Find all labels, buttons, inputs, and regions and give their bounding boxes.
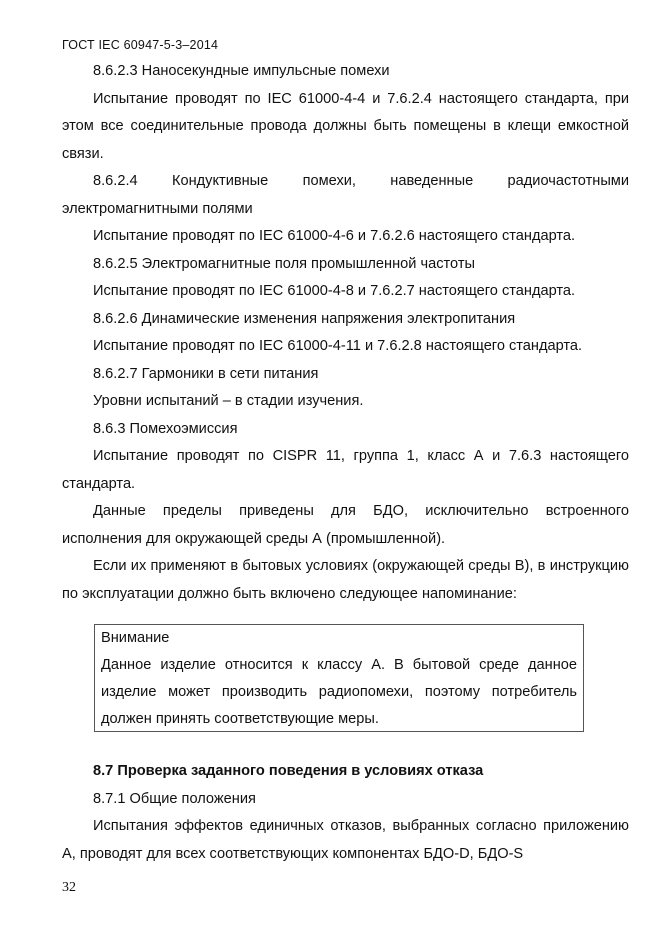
section-8-6-2-6-title: 8.6.2.6 Динамические изменения напряжения электропитания	[93, 310, 516, 327]
warning-notice-title: Внимание	[101, 630, 170, 646]
section-8-6-2-7-title: 8.6.2.7 Гармоники в сети питания	[93, 365, 319, 382]
section-8-7-1-text: Испытания эффектов единичных отказов, выбранных согласно приложению А, проводят для всех соответствующих компонентах БДО-D, БДО-S	[62, 818, 629, 862]
section-8-6-3-title: 8.6.3 Помехоэмиссия	[93, 420, 238, 437]
section-8-7-heading: 8.7 Проверка заданного поведения в условиях отказа	[93, 763, 484, 779]
warning-notice-text: Данное изделие относится к классу А. В бытовой среде данное изделие может производить радиопомехи, поэтому потребитель должен принять соответствующие меры.	[101, 657, 577, 727]
section-8-7	[62, 758, 629, 868]
section-8-6-2-4-text: Испытание проводят по IEC 61000-4-6 и 7.6.2.6 настоящего стандарта.	[93, 228, 576, 244]
section-8-6-2-3-title: 8.6.2.3 Наносекундные импульсные помехи	[93, 63, 390, 79]
warning-notice-box	[94, 624, 584, 732]
section-8-6-2-4-title: 8.6.2.4 Кондуктивные помехи, наведенные радиочастотными электромагнитными полями	[62, 173, 629, 217]
section-8-6-2-7-text: Уровни испытаний – в стадии изучения.	[93, 393, 364, 409]
section-8-6-2-6-text: Испытание проводят по IEC 61000-4-11 и 7.6.2.8 настоящего стандарта.	[93, 338, 583, 354]
section-8-7-1-title: 8.7.1 Общие положения	[93, 790, 256, 807]
section-8-6-2-5-title: 8.6.2.5 Электромагнитные поля промышленной частоты	[93, 255, 475, 272]
document-header-code: ГОСТ IEC 60947-5-3–2014	[62, 38, 219, 52]
document-body	[62, 58, 629, 608]
page-number: 32	[62, 880, 76, 895]
section-8-6-2-3-text: Испытание проводят по IEC 61000-4-4 и 7.6.2.4 настоящего стандарта, при этом все соединительные провода должны быть помещены в клещи емкостной связи.	[62, 90, 629, 162]
section-8-6-3-paragraph-2: Данные пределы приведены для БДО, исключительно встроенного исполнения для окружающей среды А (промышленной).	[62, 503, 629, 547]
section-8-6-3-paragraph-1: Испытание проводят по CISPR 11, группа 1, класс А и 7.6.3 настоящего стандарта.	[62, 448, 629, 492]
section-8-6-3-paragraph-3: Если их применяют в бытовых условиях (окружающей среды В), в инструкцию по эксплуатации должно быть включено следующее напоминание:	[62, 558, 629, 602]
section-8-6-2-5-text: Испытание проводят по IEC 61000-4-8 и 7.6.2.7 настоящего стандарта.	[93, 283, 576, 299]
